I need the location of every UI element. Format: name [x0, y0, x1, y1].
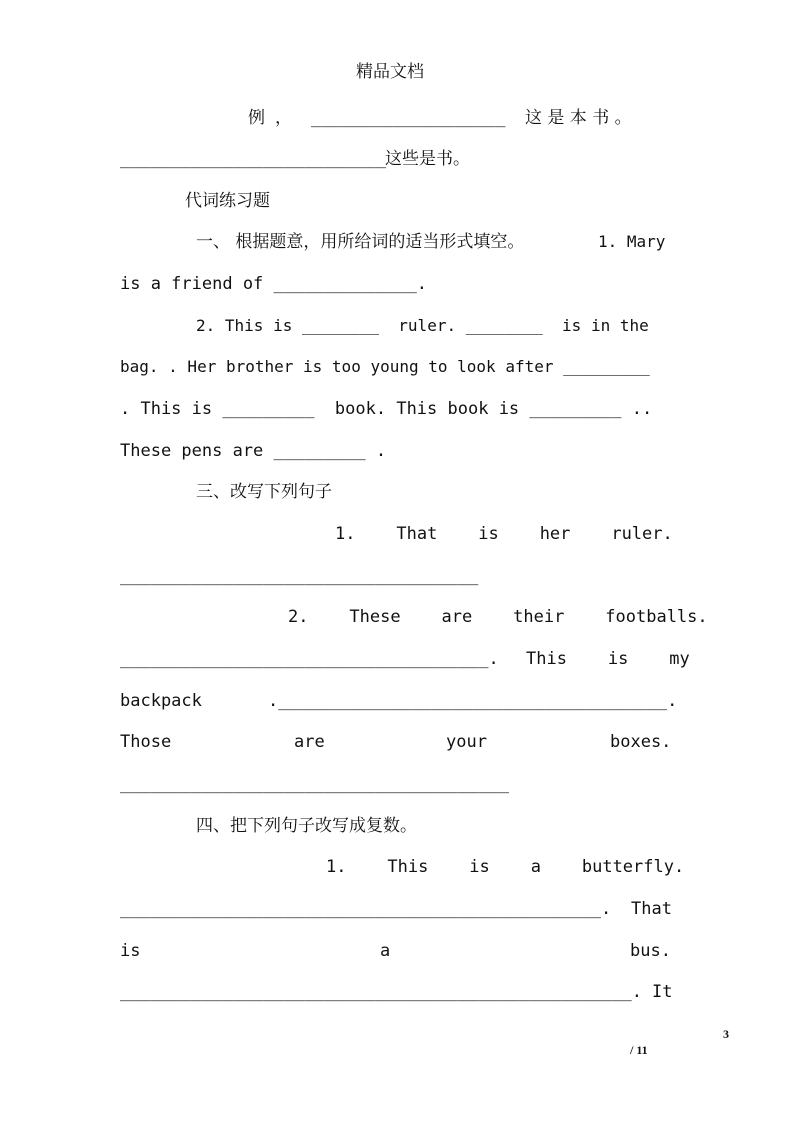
example-label: 例，: [248, 108, 302, 128]
part4-s2-next: It: [652, 982, 673, 1002]
part4-s2-blank: __________________________________________________.: [120, 982, 642, 1002]
part4-s2-word-2: a: [380, 941, 391, 961]
part3-s2-text: 2. These are their footballs.: [288, 607, 708, 627]
section-title: 代词练习题: [185, 191, 270, 211]
part3-s4-word-2: are: [294, 732, 325, 752]
example-text-2: 这些是书。: [385, 149, 470, 169]
page-header-title: 精品文档: [356, 62, 424, 82]
part3-s3-text: This is my: [526, 649, 690, 669]
part4-s1-next: That: [631, 899, 672, 919]
part4-s1-blank: _______________________________________________.: [120, 899, 612, 919]
part3-s4-word-4: boxes.: [610, 732, 672, 752]
part3-s1-blank: ___________________________________: [120, 566, 479, 586]
page-number: 3: [723, 1027, 729, 1041]
part4-s1-text: 1. This is a butterfly.: [326, 857, 685, 877]
part3-s4-word-3: your: [446, 732, 487, 752]
part4-heading: 四、把下列句子改写成复数。: [196, 816, 417, 836]
part4-s2-word-3: bus.: [630, 941, 671, 961]
part3-s4-blank: ______________________________________: [120, 774, 509, 794]
part1-q1-start: 1. Mary: [598, 232, 666, 251]
part1-q5: These pens are _________ .: [120, 441, 387, 461]
example-blank-2: __________________________: [120, 149, 387, 169]
part3-s1-text: 1. That is her ruler.: [335, 524, 673, 544]
example-blank: ___________________: [311, 108, 506, 128]
part3-s2-blank: ____________________________________.: [120, 649, 499, 669]
part1-q4: . This is _________ book. This book is _________ ..: [120, 399, 653, 419]
part1-q2: 2. This is ________ ruler. ________ is in the: [196, 316, 649, 335]
part3-s4-word-1: Those: [120, 732, 172, 752]
part3-s3-blank: .______________________________________.: [268, 691, 678, 711]
part1-q3: bag. . Her brother is too young to look after _________: [120, 357, 650, 376]
part1-heading: 一、 根据题意，用所给词的适当形式填空。: [196, 232, 525, 252]
example-text: 这 是 本 书 。: [525, 108, 632, 128]
part4-s2-word-1: is: [120, 941, 141, 961]
part3-heading: 三、改写下列句子: [196, 482, 332, 502]
part1-q1-end: is a friend of ______________.: [120, 274, 428, 294]
part3-s3-start: backpack: [120, 691, 202, 711]
page-total: / 11: [630, 1043, 648, 1057]
